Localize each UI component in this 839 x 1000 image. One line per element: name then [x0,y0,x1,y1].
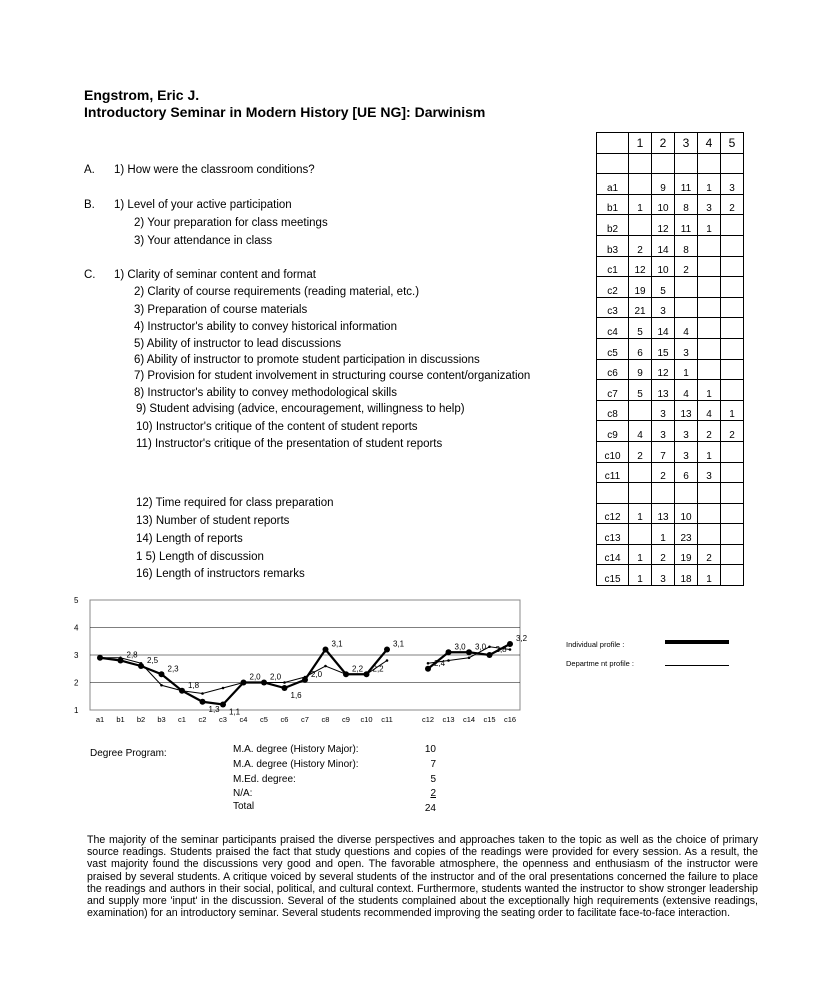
y-tick-label: 5 [74,596,79,605]
legend-department-line [665,665,729,666]
table-cell: 11 [675,215,698,236]
individual-point [343,671,349,677]
table-cell: 3 [652,421,675,442]
table-cell: 5 [629,380,652,401]
table-cell [721,483,744,504]
table-cell [698,277,721,298]
row-label: b1 [597,194,629,215]
individual-point [220,702,226,708]
y-tick-label: 2 [74,678,79,688]
question-c1: 1) Clarity of seminar content and format [114,269,316,281]
table-row [597,441,744,462]
table-cell: 9 [652,174,675,195]
data-label: 2,2 [372,664,384,674]
row-label: c11 [597,462,629,483]
row-label: b3 [597,235,629,256]
table-cell: 1 [629,544,652,565]
degree-value: 7 [430,759,436,770]
question-c10: 10) Instructor's critique of the content of student reports [136,421,418,433]
row-label: c8 [597,400,629,421]
individual-point [384,647,390,653]
table-cell: 2 [698,544,721,565]
table-cell [629,483,652,504]
table-cell [721,338,744,359]
table-header-cell: 3 [675,133,698,154]
course-title: Introductory Seminar in Modern History [UE NG]: Darwinism [84,104,486,120]
instructor-name: Engstrom, Eric J. [84,87,200,103]
table-cell [721,318,744,339]
table-cell: 19 [675,544,698,565]
table-cell: 9 [629,359,652,380]
table-cell: 1 [675,359,698,380]
legend-department-label: Departme nt profile : [566,659,634,668]
table-cell: 3 [698,194,721,215]
table-cell: 10 [675,503,698,524]
table-cell [629,174,652,195]
row-label: c7 [597,380,629,401]
table-cell [675,277,698,298]
degree-label: Total [233,801,255,812]
table-cell [698,483,721,504]
table-cell [721,380,744,401]
table-cell: 1 [698,215,721,236]
data-label: 3,0 [475,642,487,652]
x-tick-label: c13 [442,715,455,724]
data-label: 2,2 [352,664,364,674]
row-label: c14 [597,544,629,565]
table-cell [629,524,652,545]
section-label: A. [84,164,95,176]
table-cell [721,441,744,462]
table-cell: 10 [652,256,675,277]
question-c14: 14) Length of reports [136,533,243,545]
table-cell: 23 [675,524,698,545]
table-row [597,194,744,215]
table-cell: 4 [629,421,652,442]
table-row [597,277,744,298]
row-label: c10 [597,441,629,462]
table-cell: 1 [652,524,675,545]
department-point [427,662,430,665]
question-b3: 3) Your attendance in class [134,235,273,247]
department-point [468,656,471,659]
individual-point [302,677,308,683]
table-cell [721,359,744,380]
individual-point [323,647,329,653]
question-a1: 1) How were the classroom conditions? [114,164,315,176]
x-tick-label: c16 [503,715,517,724]
table-cell [652,153,675,174]
table-row [597,235,744,256]
individual-point [97,655,103,661]
x-tick-label: c12 [421,715,435,724]
table-cell: 2 [675,256,698,277]
row-label: a1 [597,174,629,195]
table-cell: 7 [652,441,675,462]
department-point [160,684,163,687]
question-c15: 1 5) Length of discussion [136,551,264,563]
table-cell: 2 [652,462,675,483]
table-cell [721,524,744,545]
profile-chart [70,596,560,736]
table-cell: 2 [652,544,675,565]
table-cell: 1 [629,565,652,586]
table-cell [629,153,652,174]
x-tick-label: c10 [360,715,373,724]
table-cell: 8 [675,194,698,215]
table-cell [721,503,744,524]
x-tick-label: c7 [301,715,309,724]
legend-individual-line [665,640,729,644]
department-point [386,659,389,662]
row-label: c9 [597,421,629,442]
x-tick-label: c14 [462,715,476,724]
individual-point [179,688,185,694]
table-cell: 3 [675,421,698,442]
table-cell: 12 [652,215,675,236]
table-row [597,215,744,236]
table-cell: 6 [675,462,698,483]
data-label: 2,8 [495,645,507,654]
individual-point [241,680,247,686]
legend-individual-label: Individual profile : [566,640,625,649]
table-row [597,380,744,401]
table-cell: 1 [629,503,652,524]
department-point [488,645,491,648]
table-cell: 12 [652,359,675,380]
table-row [597,565,744,586]
table-cell: 14 [652,235,675,256]
table-cell: 1 [721,400,744,421]
data-label: 2,4 [434,658,446,668]
table-cell [721,544,744,565]
degree-value: 10 [424,744,436,755]
table-row [597,483,744,504]
x-tick-label: c11 [381,715,393,724]
table-cell [721,256,744,277]
table-header-cell: 2 [652,133,675,154]
department-point [324,665,327,668]
row-label: c13 [597,524,629,545]
row-label [597,483,629,504]
question-c4: 4) Instructor's ability to convey historical information [134,321,397,333]
question-c11: 11) Instructor's critique of the presentation of student reports [136,438,443,450]
individual-point [425,666,431,672]
table-cell: 12 [629,256,652,277]
x-tick-label: c3 [219,715,227,724]
individual-point [200,699,206,705]
data-label: 3,0 [454,642,466,652]
table-header-cell: 4 [698,133,721,154]
individual-point [487,652,493,658]
table-cell: 4 [675,318,698,339]
table-cell: 1 [629,194,652,215]
table-cell [698,318,721,339]
table-cell: 3 [675,441,698,462]
row-label [597,153,629,174]
row-label: c6 [597,359,629,380]
table-row [597,338,744,359]
table-cell: 2 [629,441,652,462]
x-tick-label: c5 [260,715,268,724]
individual-point [261,680,267,686]
x-tick-label: c8 [321,715,330,724]
table-cell: 13 [652,380,675,401]
table-row [597,421,744,442]
table-cell: 3 [652,400,675,421]
table-row [597,153,744,174]
department-point [222,687,225,690]
table-cell [675,483,698,504]
individual-point [282,685,288,691]
degree-label: M.A. degree (History Minor): [233,759,359,770]
table-cell: 4 [698,400,721,421]
individual-point [364,671,370,677]
table-cell [721,277,744,298]
x-tick-label: c15 [483,715,496,724]
table-cell [698,359,721,380]
row-label: c4 [597,318,629,339]
table-cell: 2 [721,194,744,215]
question-c3: 3) Preparation of course materials [134,304,308,316]
question-c6: 6) Ability of instructor to promote student participation in discussions [134,354,480,366]
y-tick-label: 4 [74,623,79,633]
table-cell: 8 [675,235,698,256]
data-label: 3,1 [393,639,405,649]
table-cell [721,297,744,318]
x-tick-label: a1 [95,715,105,724]
table-cell: 21 [629,297,652,318]
data-label: 1,1 [229,707,241,717]
table-cell [629,400,652,421]
degree-label: N/A: [233,788,253,799]
results-table [596,132,744,586]
question-c13: 13) Number of student reports [136,515,290,527]
x-tick-label: c9 [342,715,350,724]
question-c5: 5) Ability of instructor to lead discussions [134,338,342,350]
data-label: 1,6 [290,691,302,700]
table-cell: 15 [652,338,675,359]
degree-label: M.Ed. degree: [233,774,296,785]
table-cell: 1 [698,565,721,586]
table-cell: 13 [652,503,675,524]
data-label: 1,3 [208,704,220,714]
individual-point [118,658,124,664]
table-cell [721,462,744,483]
table-row [597,524,744,545]
individual-line [100,650,387,705]
question-c12: 12) Time required for class preparation [136,497,334,509]
table-cell: 3 [652,565,675,586]
table-row [597,297,744,318]
degree-total: 24 [424,803,436,814]
data-label: 2,8 [126,650,138,660]
table-cell: 1 [698,380,721,401]
table-row [597,359,744,380]
table-cell [721,153,744,174]
x-tick-label: c6 [280,715,289,724]
question-c7: 7) Provision for student involvement in structuring course content/organization [134,370,531,382]
table-cell: 2 [629,235,652,256]
table-cell: 2 [698,421,721,442]
question-c16: 16) Length of instructors remarks [136,568,305,580]
individual-point [466,649,472,655]
table-cell: 2 [721,421,744,442]
question-c9: 9) Student advising (advice, encouragement, willingness to help) [136,403,465,415]
x-tick-label: b2 [136,715,146,724]
table-cell [721,235,744,256]
table-cell [698,235,721,256]
table-cell: 18 [675,565,698,586]
department-point [447,659,450,662]
table-cell [698,524,721,545]
department-point [201,692,204,695]
degree-value: 5 [430,774,436,785]
row-label: c12 [597,503,629,524]
data-label: 2,0 [270,672,282,682]
table-cell: 11 [675,174,698,195]
table-cell [698,338,721,359]
department-point [509,648,512,651]
question-c2: 2) Clarity of course requirements (reading material, etc.) [134,286,420,298]
table-cell [675,153,698,174]
department-point [283,681,286,684]
table-row [597,318,744,339]
table-corner-cell [597,133,629,154]
table-cell [698,153,721,174]
individual-point [138,663,144,669]
data-label: 2,5 [147,656,159,665]
data-label: 3,2 [516,634,528,643]
table-row [597,174,744,195]
table-row [597,256,744,277]
table-cell: 6 [629,338,652,359]
table-cell: 1 [698,174,721,195]
table-cell: 5 [652,277,675,298]
table-cell [652,483,675,504]
table-cell: 3 [652,297,675,318]
table-cell [698,256,721,277]
table-cell [721,565,744,586]
table-cell: 14 [652,318,675,339]
row-label: c15 [597,565,629,586]
table-cell [629,462,652,483]
question-b2: 2) Your preparation for class meetings [134,217,328,229]
row-label: c2 [597,277,629,298]
table-row [597,400,744,421]
table-cell [675,297,698,318]
table-cell [721,215,744,236]
section-label: C. [84,269,96,281]
table-row [597,462,744,483]
x-tick-label: b1 [116,715,125,724]
table-cell: 4 [675,380,698,401]
data-label: 2,0 [249,672,261,682]
table-cell: 3 [675,338,698,359]
individual-point [159,671,165,677]
table-cell: 3 [698,462,721,483]
row-label: c5 [597,338,629,359]
degree-heading: Degree Program: [90,748,167,759]
table-header-cell: 1 [629,133,652,154]
row-label: b2 [597,215,629,236]
table-row [597,503,744,524]
individual-point [507,641,513,647]
x-tick-label: c4 [239,715,248,724]
x-tick-label: b3 [157,715,166,724]
data-label: 3,1 [331,639,343,649]
table-cell: 10 [652,194,675,215]
question-c8: 8) Instructor's ability to convey methodological skills [134,387,397,399]
table-cell: 3 [721,174,744,195]
data-label: 1,8 [188,680,200,690]
x-tick-label: c1 [178,715,186,724]
table-cell [698,297,721,318]
individual-point [446,649,452,655]
table-cell [698,503,721,524]
table-cell: 13 [675,400,698,421]
section-label: B. [84,199,95,211]
table-cell [629,215,652,236]
degree-value: 2 [430,788,436,799]
table-cell: 1 [698,441,721,462]
data-label: 2,3 [167,664,179,674]
x-tick-label: c2 [198,715,207,724]
question-b1: 1) Level of your active participation [114,199,292,211]
y-tick-label: 3 [74,651,79,660]
table-cell: 5 [629,318,652,339]
degree-label: M.A. degree (History Major): [233,744,359,755]
row-label: c1 [597,256,629,277]
table-header-cell: 5 [721,133,744,154]
table-row [597,544,744,565]
summary-paragraph: The majority of the seminar participants praised the diverse perspectives and approaches taken to the topic as well as the choice of primary source readings. Students praised the fact that study questions and copies of the readings were provided for every session. As a result, the vast majority found the discussions very good and open. The favorable atmosphere, the openness and enthusiasm of the instructor were praised by several students. A critique voiced by several students of the instructor and of the oral presentations concerned the failure to place the readings and authors in their social, political, and cultural context. Furthermore, students wanted the instructor to show stronger leadership and supply more 'input' in the discussion. Several of the students complained about the exceptionally high requirements (extensive readings, examination) for an introductory seminar. Several students recommended improving the seating order to facilitate face-to-face interaction. [87,834,758,920]
table-cell: 19 [629,277,652,298]
y-tick-label: 1 [74,706,79,715]
row-label: c3 [597,297,629,318]
data-label: 2,0 [311,669,323,679]
